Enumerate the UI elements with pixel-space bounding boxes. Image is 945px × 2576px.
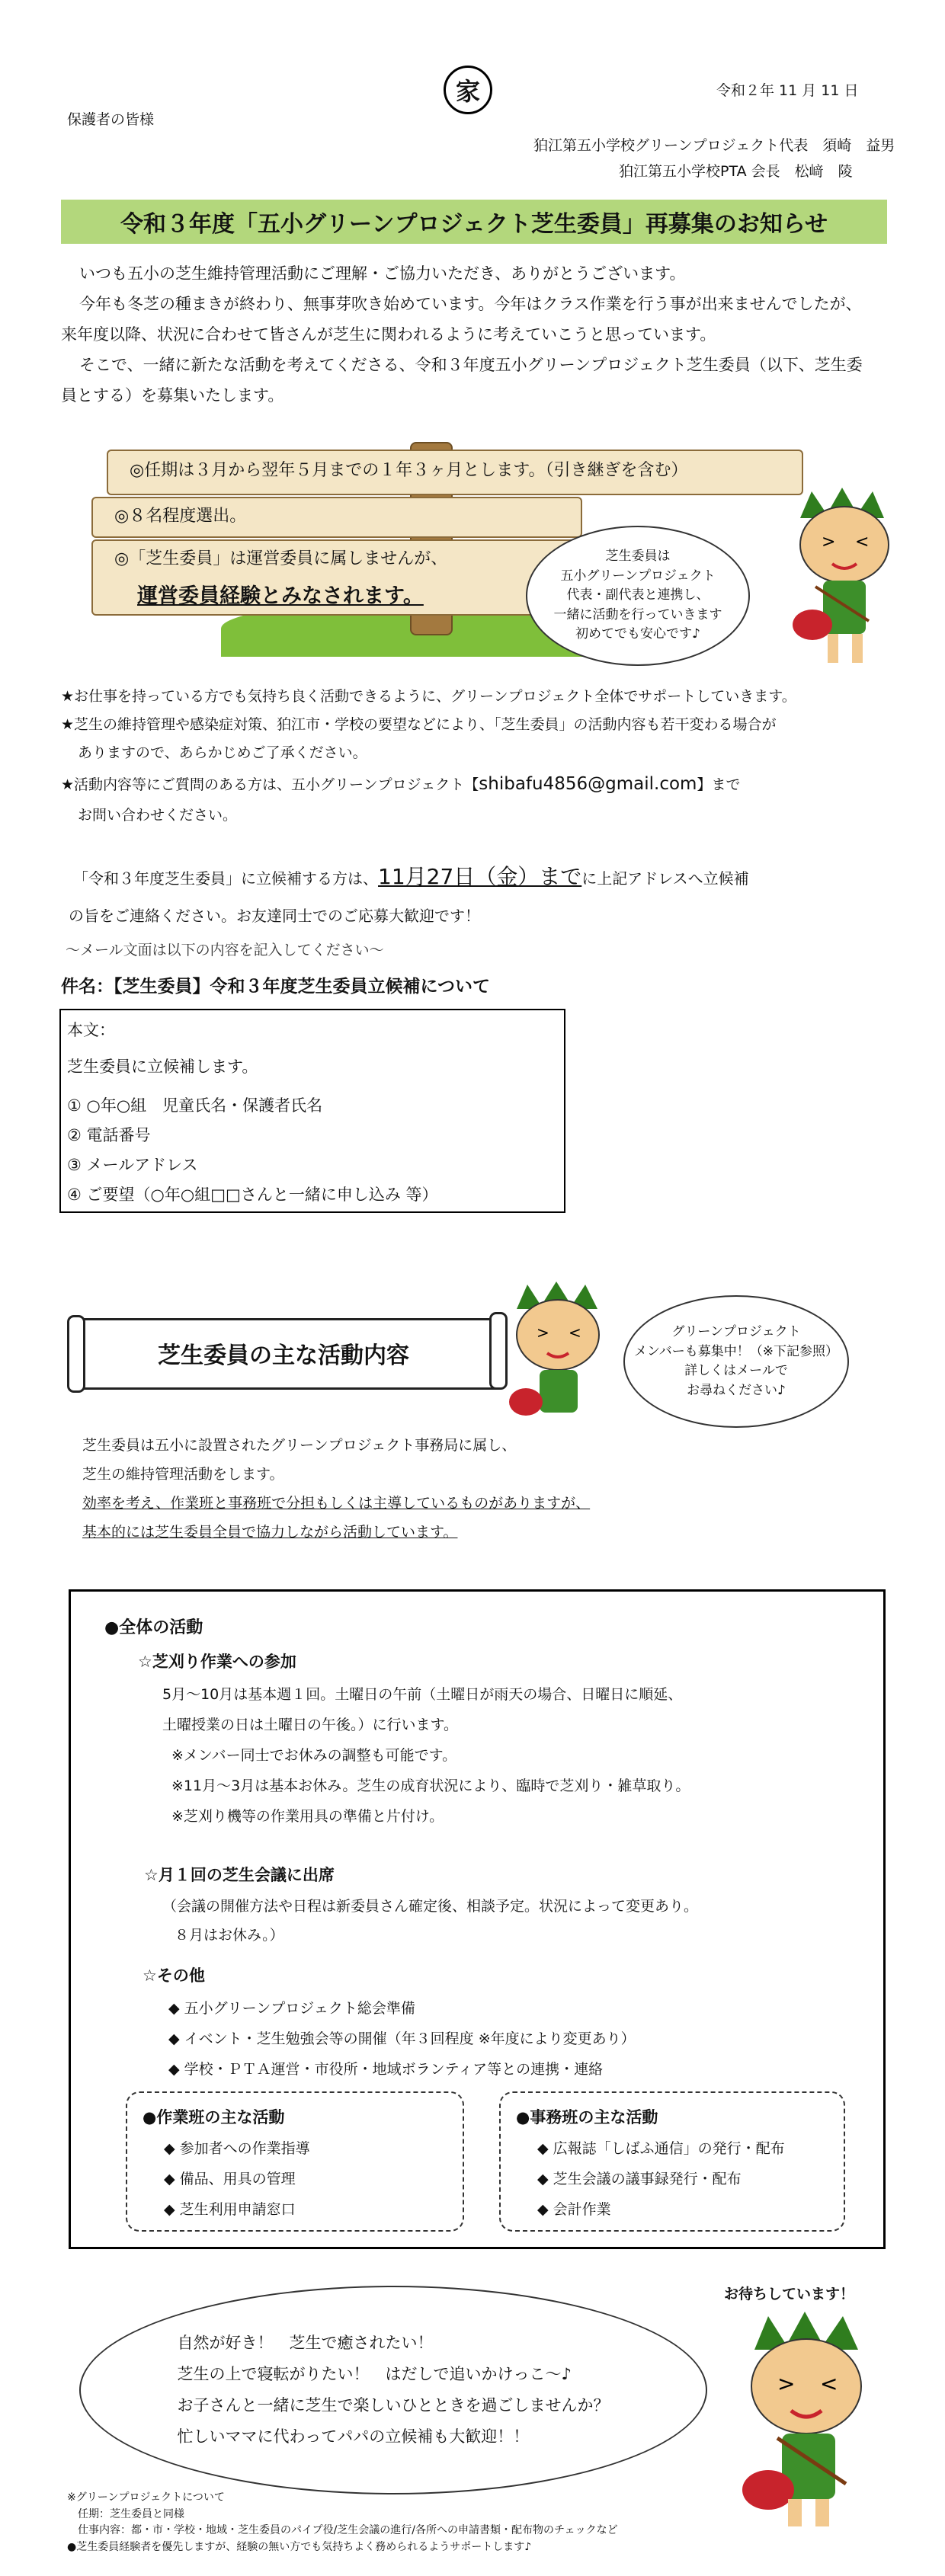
work-team-items bbox=[164, 2134, 310, 2226]
svg-text:<: < bbox=[820, 2371, 838, 2396]
mowing-title: ☆芝刈り作業への参加 bbox=[138, 1653, 296, 1671]
speech-bubble-committee: 芝生委員は 五小グリーンプロジェクト 代表・副代表と連携し、 一緒に活動を行っていきます 初めてでも安心です♪ bbox=[526, 526, 750, 666]
activities-title: 芝生委員の主な活動内容 bbox=[158, 1342, 409, 1369]
office-team-items bbox=[537, 2134, 785, 2226]
office-team-heading: ●事務班の主な活動 bbox=[516, 2108, 658, 2126]
activities-box bbox=[69, 1589, 886, 2249]
sender-line-2: 狛江第五小学校PTA 会長 松﨑 陵 bbox=[619, 163, 853, 180]
list-item: ◆ 会計作業 bbox=[537, 2200, 611, 2218]
list-item: ② 電話番号 bbox=[67, 1125, 151, 1144]
svg-text:<: < bbox=[569, 1323, 581, 1342]
contact-email-link[interactable]: shibafu4856@gmail.com bbox=[479, 774, 697, 795]
work-team-heading: ●作業班の主な活動 bbox=[143, 2108, 285, 2126]
mail-body-items bbox=[67, 1091, 438, 1209]
mowing-details: 5月～10月は基本週１回。土曜日の午前（土曜日が雨天の場合、日曜日に順延、 土曜授業の日は土曜日の午後。）に行います。 ※メンバー同士でお休みの調整も可能です。 ※11月～3月は基本お休み。芝生の成育状況により、臨時で芝刈り・雑草取り。 ※芝刈り機等の作業用具の準備と片付け。 bbox=[162, 1686, 690, 1825]
issue-date: 令和２年 11 月 11 日 bbox=[716, 82, 859, 99]
list-item: ◆ 芝生利用申請窓口 bbox=[164, 2200, 296, 2218]
mascot-illustration-2 bbox=[503, 1280, 617, 1432]
other-details bbox=[168, 1994, 636, 2085]
list-item: ◆ 芝生会議の議事録発行・配布 bbox=[537, 2170, 742, 2187]
svg-text:<: < bbox=[855, 533, 870, 552]
work-team-box bbox=[126, 2091, 464, 2232]
list-item: ◆ イベント・芝生勉強会等の開催（年３回程度 ※年度により変更あり） bbox=[168, 2030, 636, 2047]
mail-body-label: 本文： bbox=[67, 1021, 115, 1039]
intro-paragraph: いつも五小の芝生維持管理活動にご理解・ご協力いただき、ありがとうございます。 今年も冬芝の種まきが終わり、無事芽吹き始めています。今年はクラス作業を行う事が出来ませんでしたが、 来年度以降、状況に合わせて皆さんが芝生に関われるように考えていこうと思っています。 そこで、一緒に新たな活動を考えてくださる、令和３年度五小グリーンプロジェクト芝生委員（以下、芝生委 員とする）を募集いたします。 bbox=[61, 264, 863, 405]
sign-emphasis: 運営委員経験とみなされます。 bbox=[137, 584, 424, 608]
sign-note: ◎「芝生委員」は運営委員に属しませんが、 bbox=[114, 549, 448, 568]
office-team-box bbox=[499, 2091, 845, 2232]
meeting-title: ☆月１回の芝生会議に出席 bbox=[144, 1866, 335, 1884]
speech-bubble-members: グリーンプロジェクト メンバーも募集中！（※下記参照） 詳しくはメールで お尋ねください♪ bbox=[623, 1295, 849, 1428]
list-item: ③ メールアドレス bbox=[67, 1155, 198, 1174]
mascot-illustration bbox=[785, 488, 907, 670]
deadline-date: 11月27日（金）まで bbox=[378, 864, 582, 889]
whole-activities-heading: ●全体の活動 bbox=[104, 1618, 203, 1637]
list-item: ① ○年○組 児童氏名・保護者氏名 bbox=[67, 1096, 323, 1115]
list-item: ◆ 学校・ＰＴＡ運営・市役所・地域ボランティア等との連携・連絡 bbox=[168, 2060, 604, 2078]
page-title: 令和３年度「五小グリーンプロジェクト芝生委員」再募集のお知らせ bbox=[61, 200, 887, 244]
svg-text:>: > bbox=[822, 533, 836, 552]
activities-scroll-banner bbox=[72, 1318, 498, 1388]
svg-text:>: > bbox=[777, 2371, 796, 2396]
svg-text:>: > bbox=[537, 1323, 549, 1342]
sign-count: ◎８名程度選出。 bbox=[114, 507, 247, 526]
sender-line-1: 狛江第五小学校グリーンプロジェクト代表 須崎 益男 bbox=[533, 137, 895, 154]
list-item: ◆ 広報誌「しばふ通信」の発行・配布 bbox=[537, 2140, 785, 2157]
notes-block: ★お仕事を持っている方でも気持ち良く活動できるように、グリーンプロジェクト全体でサポートしていきます。 ★芝生の維持管理や感染症対策、狛江市・学校の要望などにより、「芝生委員」の活動内容も若干変わる場合が ありますので、あらかじめご了承ください。 ★活動内容等にご質問のある方は、五小グリーンプロジェクト【shibafu4856@gmail.com】まで お問い合わせください。 bbox=[61, 688, 796, 824]
greeting: 保護者の皆様 bbox=[67, 111, 155, 128]
sign-term: ◎任期は３月から翌年５月までの１年３ヶ月とします。（引き継ぎを含む） bbox=[130, 461, 688, 480]
deadline-block: 「令和３年度芝生委員」に立候補する方は、11月27日（金）までに上記アドレスへ立候補 の旨をご連絡ください。お友達同士でのご応募大歓迎です！ bbox=[69, 864, 749, 925]
meeting-details: （会議の開催方法や日程は新委員さん確定後、相談予定。状況によって変更あり。 ８月はお休み。） bbox=[162, 1898, 699, 1944]
list-item: ◆ 参加者への作業指導 bbox=[164, 2140, 310, 2157]
mail-subject: 件名：【芝生委員】令和３年度芝生委員立候補について bbox=[61, 977, 491, 997]
list-item: ◆ 備品、用具の管理 bbox=[164, 2170, 296, 2187]
mail-instructions: ～メール文面は以下の内容を記入してください～ bbox=[66, 942, 384, 958]
waiting-message: お待ちしています！ bbox=[724, 2286, 855, 2302]
mail-body-line: 芝生委員に立候補します。 bbox=[67, 1058, 258, 1076]
invitation-cloud: 自然が好き！ 芝生で癒されたい！ 芝生の上で寝転がりたい！ はだしで追いかけっこ～♪ お子さんと一緒に芝生で楽しいひとときを過ごしませんか？ 忙しいママに代わってパパの立候補も大歓迎！！ bbox=[79, 2286, 707, 2494]
activities-intro: 芝生委員は五小に設置されたグリーンプロジェクト事務局に属し、 芝生の維持管理活動をします。 効率を考え、作業班と事務班で分担もしくは主導しているものがありますが、 基本的には芝生委員全員で協力しながら活動しています。 bbox=[82, 1437, 591, 1541]
family-crest-icon: 家 bbox=[444, 66, 492, 114]
list-item: ④ ご要望（○年○組□□さんと一緒に申し込み 等） bbox=[67, 1185, 438, 1204]
other-title: ☆その他 bbox=[143, 1966, 205, 1985]
mail-body-box bbox=[59, 1009, 565, 1213]
footnotes: ※グリーンプロジェクトについて 任期：芝生委員と同様 仕事内容：都・市・学校・地域・芝生委員のパイプ役/芝生会議の進行/各所への申請書類・配布物のチェックなど ●芝生委員経験者を優先しますが、経験の無い方でも気持ちよく務められるようサポートします♪ bbox=[67, 2491, 618, 2554]
list-item: ◆ 五小グリーンプロジェクト総会準備 bbox=[168, 2000, 415, 2017]
